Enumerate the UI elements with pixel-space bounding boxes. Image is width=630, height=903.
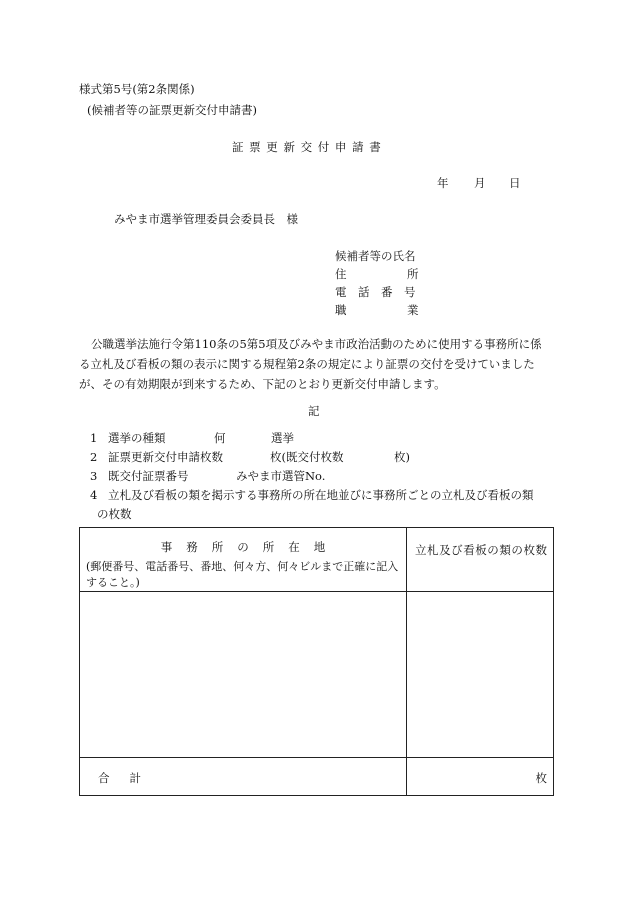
applicant-address-label-1: 住 [335, 267, 347, 281]
item4-number: 4 [90, 488, 98, 502]
item2-number: 2 [90, 450, 98, 464]
total-value-cell[interactable] [407, 758, 554, 796]
body-paragraph: 公職選挙法施行令第110条の5第5項及びみやま市政治活動のために使用する事務所に係る立札及び看板の類の表示に関する規程第2条の規定により証票の交付を受けていましたが、その有効期限が到来するため、下記のとおり更新交付申請します。 [79, 337, 542, 391]
count-header-cell [407, 528, 554, 592]
item4-continued: の枚数 [97, 507, 132, 521]
location-input-cell[interactable] [80, 592, 407, 758]
item2-mid: 枚(既交付枚数 [270, 450, 344, 464]
date-month: 月 [474, 176, 486, 190]
item1-suffix: 選挙 [271, 431, 294, 445]
addressee: みやま市選挙管理委員会委員長 様 [114, 212, 298, 226]
form-number: 様式第5号(第2条関係) [79, 82, 195, 96]
location-note: (郵便番号、電話番号、番地、何々方、何々ビルまで正確に記入すること。) [86, 560, 399, 589]
applicant-occupation-label-2: 業 [407, 303, 419, 317]
location-header: 事務所の所在地 [160, 540, 340, 554]
applicant-phone-label: 電 話 番 号 [335, 285, 416, 299]
total-label: 合計 [98, 771, 161, 785]
ki-heading: 記 [308, 404, 320, 418]
total-unit: 枚 [535, 771, 547, 785]
total-label-cell [80, 758, 407, 796]
count-header: 立札及び看板の類の枚数 [415, 543, 547, 557]
item3-number: 3 [90, 469, 98, 483]
item1-what: 何 [214, 431, 226, 445]
item2-label: 証票更新交付申請枚数 [108, 450, 223, 464]
date-day: 日 [509, 176, 521, 190]
item3-value: みやま市選管No. [236, 469, 326, 483]
item1-number: 1 [90, 431, 98, 445]
applicant-address-label-2: 所 [407, 267, 419, 281]
date-year: 年 [437, 176, 449, 190]
item1-label: 選挙の種類 [108, 431, 166, 445]
applicant-occupation-label-1: 職 [335, 303, 347, 317]
applicant-name-label: 候補者等の氏名 [335, 249, 416, 263]
office-table [79, 527, 554, 796]
form-subtitle: (候補者等の証票更新交付申請書) [87, 103, 257, 117]
count-input-cell[interactable] [407, 592, 554, 758]
location-header-cell [80, 528, 407, 592]
item3-label: 既交付証票番号 [108, 469, 189, 483]
item2-end: 枚) [394, 450, 410, 464]
item4-text: 立札及び看板の類を掲示する事務所の所在地並びに事務所ごとの立札及び看板の類 [108, 488, 534, 502]
document-title: 証 票 更 新 交 付 申 請 書 [232, 140, 382, 154]
